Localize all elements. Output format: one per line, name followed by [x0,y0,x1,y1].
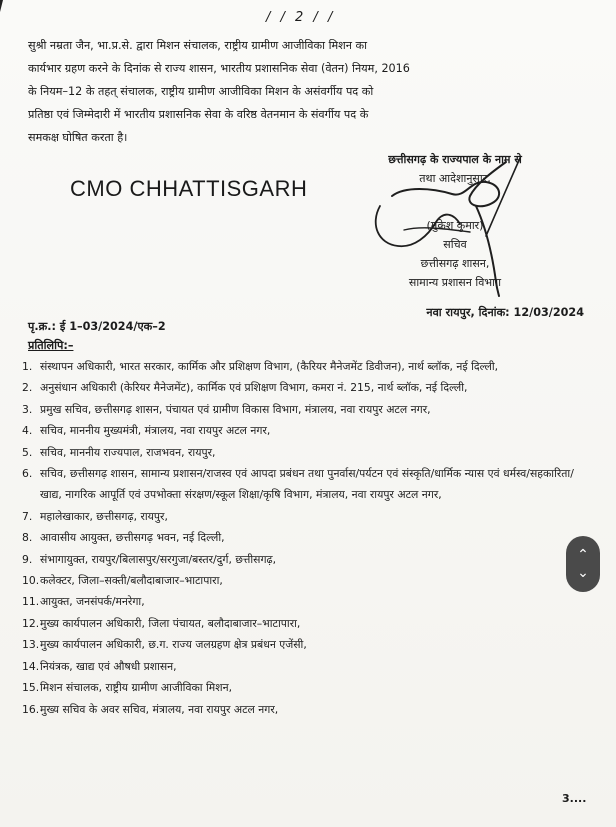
copy-item-number: 15. [22,681,40,695]
signature-order-line: तथा आदेशानुसार, [419,172,491,185]
copy-list-item [22,399,582,420]
signatory-department: छत्तीसगढ़ शासन, [420,257,490,270]
copy-item-text: संस्थापन अधिकारी, भारत सरकार, कार्मिक और प्रशिक्षण विभाग, (कैरियर मैनेजमेंट डिवीजन), नार्थ ब्लॉक, नई दिल्ली, [40,360,499,373]
copy-list-item [22,377,582,398]
copy-item-number: 5. [22,445,33,459]
copy-list-item [22,549,582,570]
copy-list-item [22,506,582,527]
copy-item-number: 12. [22,616,40,630]
copy-item-text: प्रमुख सचिव, छत्तीसगढ़ शासन, पंचायत एवं ग्रामीण विकास विभाग, मंत्रालय, नवा रायपुर अटल नगर, [40,402,431,416]
copy-list-item [22,420,582,441]
chevron-up-icon[interactable]: ⌃ [577,547,589,563]
copy-item-text: मुख्य सचिव के अवर सचिव, मंत्रालय, नवा रायपुर अटल नगर, [40,702,279,716]
copy-item-number: 7. [22,509,33,523]
copy-item-text: अनुसंधान अधिकारी (केरियर मैनेजमेंट), कार्मिक एवं प्रशिक्षण विभाग, कमरा नं. 215, नार्थ ब्लॉक, नई दिल्ली, [40,381,468,395]
copy-item-number: 2. [22,381,33,395]
copy-item-number: 14. [22,659,40,673]
copy-list-item [22,677,582,698]
copy-heading: प्रतिलिपि:– [28,339,74,352]
copy-item-text: महालेखाकार, छत्तीसगढ़, रायपुर, [40,509,168,523]
copy-item-text: मिशन संचालक, राष्ट्रीय ग्रामीण आजीविका मिशन, [40,681,233,695]
copy-item-text: सचिव, माननीय मुख्यमंत्री, मंत्रालय, नवा रायपुर अटल नगर, [40,424,271,438]
copy-item-number: 16. [22,702,40,716]
paragraph-line: के नियम–12 के तहत् संचालक, राष्ट्रीय ग्रामीण आजीविका मिशन के असंवर्गीय पद को [28,85,374,98]
chevron-down-icon[interactable]: ⌄ [577,565,589,581]
copy-item-text: कलेक्टर, जिला–सक्ती/बलौदाबाजार–भाटापारा, [40,574,223,588]
signature-block [340,150,570,292]
copy-list-item [22,527,582,548]
reference-line [28,305,584,333]
copy-list-item [22,699,582,720]
copy-item-number: 11. [22,595,40,609]
signatory-designation: सचिव [443,238,467,251]
copy-item-number: 3. [22,402,33,416]
copy-item-number: 4. [22,424,33,438]
signatory-department-sub: सामान्य प्रशासन विभाग [408,276,502,289]
copy-item-number: 6. [22,467,33,481]
continued-marker: 3.... [562,792,587,805]
copy-list [22,356,582,720]
signature-authority-line: छत्तीसगढ़ के राज्यपाल के नाम से [388,153,522,166]
paragraph-line: प्रतिष्ठा एवं जिम्मेदारी में भारतीय प्रशासनिक सेवा के वरिष्ठ वेतनमान के संवर्गीय पद के [28,108,369,121]
copy-item-text: मुख्य कार्यपालन अधिकारी, छ.ग. राज्य जलग्रहण क्षेत्र प्रबंधन एजेंसी, [40,638,307,652]
copy-list-item [22,656,582,677]
copy-item-text: मुख्य कार्यपालन अधिकारी, जिला पंचायत, बलौदाबाजार–भाटापारा, [40,616,301,630]
copy-list-item [22,591,582,612]
copy-list-item [22,634,582,655]
copy-item-number: 13. [22,638,40,652]
copy-item-text: सचिव, माननीय राज्यपाल, राजभवन, रायपुर, [40,445,216,459]
copy-list-item [22,570,582,591]
copy-item-number: 9. [22,552,33,566]
copy-item-number: 1. [22,360,33,373]
copy-item-text: नियंत्रक, खाद्य एवं औषधी प्रशासन, [40,659,177,673]
copy-item-text: संभागायुक्त, रायपुर/बिलासपुर/सरगुजा/बस्तर/दुर्ग, छत्तीसगढ़, [40,552,277,566]
paragraph-line: समकक्ष घोषित करता है। [28,131,128,144]
reference-number: पृ.क्र.: ई 1–03/2024/एक–2 [28,320,166,333]
paragraph-line: सुश्री नम्रता जैन, भा.प्र.से. द्वारा मिशन संचालक, राष्ट्रीय ग्रामीण आजीविका मिशन का [28,39,368,52]
copy-item-text: सचिव, छत्तीसगढ़ शासन, सामान्य प्रशासन/राजस्व एवं आपदा प्रबंधन तथा पुनर्वास/पर्यटन एवं संस्कृति/धार्मिक न्यास एवं धर्मस्व/सहकारिता/खाद्य, नागरिक आपूर्ति एवं उपभोक्ता संरक्षण/स्कूल शिक्षा/कृषि विभाग, मंत्रालय, नवा रायपुर अटल नगर, [40,467,574,502]
copy-list-item [22,442,582,463]
margin-mark [0,0,21,34]
copy-item-number: 8. [22,531,33,545]
paragraph-line: कार्यभार ग्रहण करने के दिनांक से राज्य शासन, भारतीय प्रशासनिक सेवा (वेतन) नियम, 2016 [28,62,410,75]
copy-item-number: 10. [22,574,40,588]
copy-list-item [22,356,582,377]
place-date: नवा रायपुर, दिनांक: 12/03/2024 [426,306,584,319]
page-number: / / 2 / / [266,10,336,25]
signatory-name: (मुकेश कुमार) [426,219,484,232]
copy-list-item [22,613,582,634]
order-paragraph [28,34,584,149]
copy-item-text: आवासीय आयुक्त, छत्तीसगढ़ भवन, नई दिल्ली, [40,531,225,545]
scroll-control[interactable] [566,536,600,592]
copy-list-item [22,463,582,506]
watermark-text: CMO CHHATTISGARH [70,176,308,201]
copy-item-text: आयुक्त, जनसंपर्क/मनरेगा, [40,595,145,609]
